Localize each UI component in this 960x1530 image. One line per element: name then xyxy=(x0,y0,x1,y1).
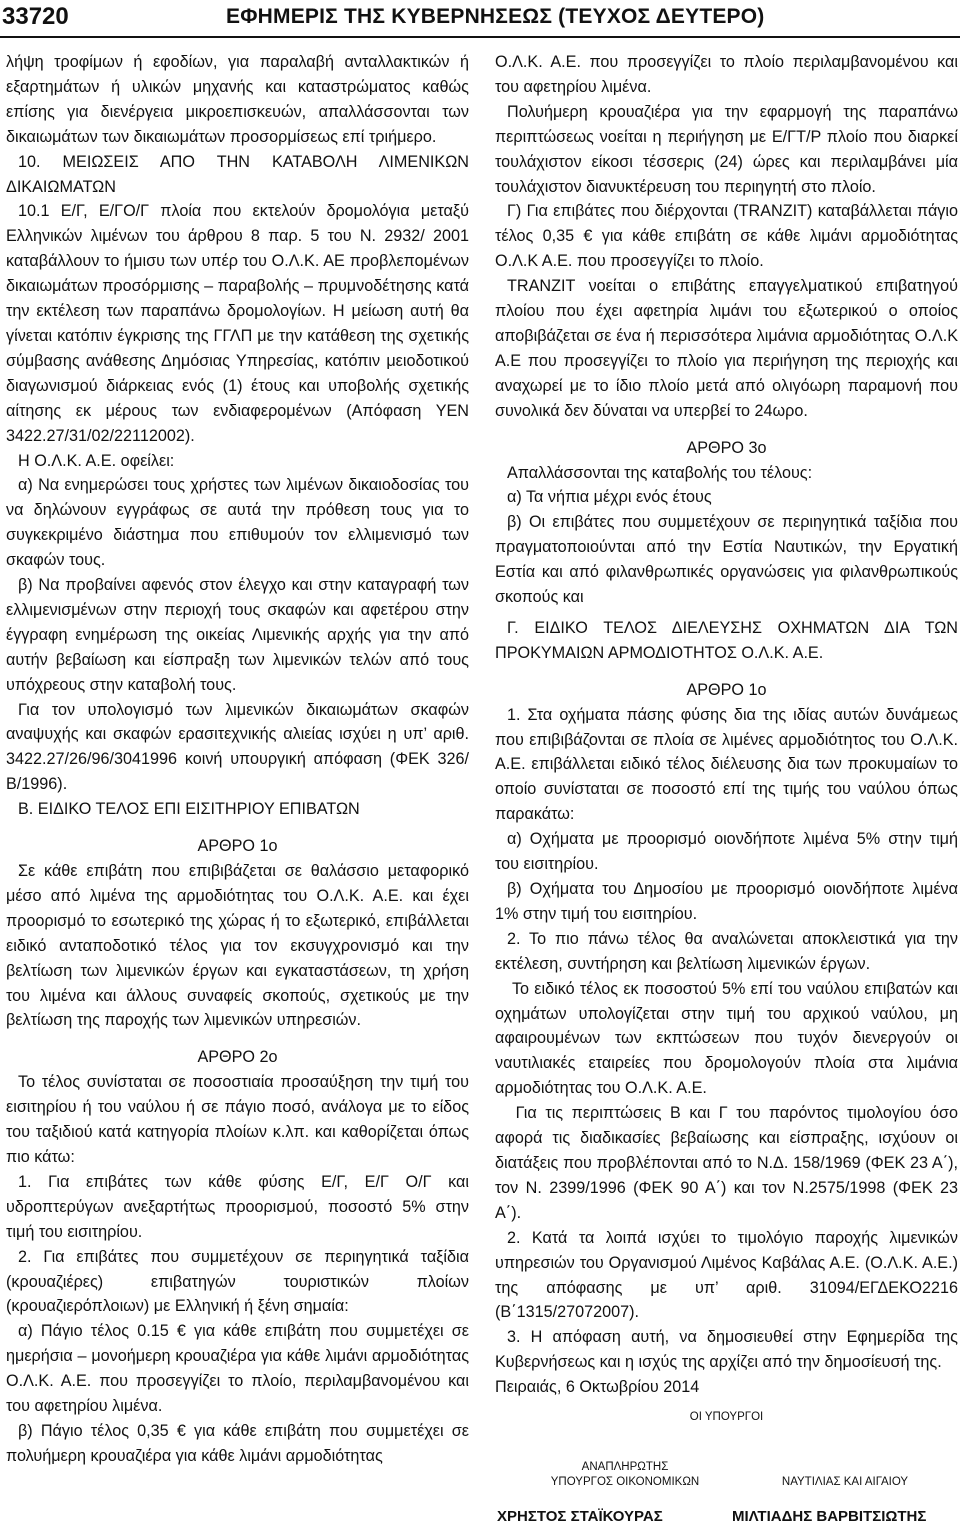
right-column-body xyxy=(495,50,958,1375)
right-column xyxy=(495,50,958,1530)
article-heading: ΑΡΘΡΟ 2ο xyxy=(197,1048,278,1067)
paragraph: 1. Για επιβάτες των κάθε φύσης Ε/Γ, Ε/Γ Ο/Γ και υδροπτερύγων ανεξαρτήτως προορισμού, ποσοστό 5% στην τιμή του εισιτηρίου. xyxy=(6,1172,469,1241)
page-header xyxy=(0,0,960,34)
paragraph: α) Πάγιο τέλος 0.15 € για κάθε επιβάτη που συμμετέχει σε ημερήσια – μονοήμερη κρουαζιέρα για κάθε λιμάνι αρμοδιότητας Ο.Λ.Κ. Α.Ε. που προσεγγίζει το πλοίο, περιλαμβανομένου και του αφετηρίου λιμένα. xyxy=(6,1322,469,1416)
paragraph: Το τέλος συνίσταται σε ποσοστιαία προσαύξηση την τιμή του εισιτηρίου ή του ναύλου ή σε πάγιο ποσό, ανάλογα με το είδος του ταξιδιού κατά κατηγορία πλοίων κ.λπ. και καθορίζεται όπως πιο κάτω: xyxy=(6,1073,469,1166)
signatory-right-name: ΜΙΛΤΙΑΔΗΣ ΒΑΡΒΙΤΣΙΩΤΗΣ xyxy=(732,1508,927,1526)
signatory-left-name: ΧΡΗΣΤΟΣ ΣΤΑΪΚΟΥΡΑΣ xyxy=(497,1508,663,1526)
paragraph: 3. Η απόφαση αυτή, να δημοσιευθεί στην Εφημερίδα της Κυβερνήσεως και η ισχύς της αρχίζει από την δημοσίευσή της. xyxy=(495,1328,958,1372)
place-date: Πειραιάς, 6 Οκτωβρίου 2014 xyxy=(495,1378,700,1397)
paragraph: 1. Στα οχήματα πάσης φύσης δια της ιδίας αυτών δυνάμεως που επιβιβάζονται σε πλοία σε λιμένες αρμοδιότητος του Ο.Λ.Κ. Α.Ε. επιβάλλεται ειδικό τέλος διέλευσης δια των προκυμαίων το οποίο συνίσταται σε ποσοστό επί της τιμής του ναύλου όπως παρακάτω: xyxy=(495,705,958,824)
role-line: ΑΝΑΠΛΗΡΩΤΗΣ xyxy=(581,1461,669,1474)
paragraph: 2. Κατά τα λοιπά ισχύει το τιμολόγιο παροχής λιμενικών υπηρεσιών του Οργανισμού Λιμένος Καβάλας Α.Ε. (Ο.Λ.Κ. Α.Ε.) της απόφασης με υπ’ αριθ. 31094/ΕΓΔΕΚΟ2216 (Β΄1315/27072007). xyxy=(495,1228,958,1322)
paragraph: 10.1 Ε/Γ, Ε/ΓΟ/Γ πλοία που εκτελούν δρομολόγια μεταξύ Ελληνικών λιμένων του άρθρου 8 παρ. 5 του Ν. 2932/ 2001 καταβάλλουν το ήμισυ των υπέρ του Ο.Λ.Κ. ΑΕ προβλεπομένων δικαιωμάτων προσόρμισης – παραβολής – πρυμνοδέτησης κατά την εκτέλεση των παραπάνω δρομολογίων. Η μείωση αυτή θα γίνεται κατόπιν έγκρισης της ΓΓΛΠ με την κατάθεση της σχετικής σύμβασης ανάθεσης Δημόσιας Υπηρεσίας, κατόπιν μειοδοτικού διαγωνισμού διάρκειας ενός (1) έτους και υποβολής σχετικής αίτησης εκ μέρους των ενδιαφερομένων (Απόφαση ΥΕΝ 3422.27/31/02/22112002). xyxy=(6,202,469,445)
article-heading: ΑΡΘΡΟ 1ο xyxy=(197,837,278,856)
article-heading: ΑΡΘΡΟ 3ο xyxy=(686,438,767,457)
paragraph: λήψη τροφίμων ή εφοδίων, για παραλαβή ανταλλακτικών ή εξαρτημάτων ή υλικών μηχανής και καταστρώματος καθώς επίσης για διενέργεια μικροεπισκευών, απαλλάσσονται των δικαιωμάτων των δικαιωμάτων προσορμίσεως επί τριήμερο. xyxy=(6,53,469,146)
paragraph: β) Οι επιβάτες που συμμετέχουν σε περιηγητικά ταξίδια που πραγματοποιούνται από την Εστία Ναυτικών, την Εργατική Εστία και από φιλανθρωπικές οργανώσεις για φιλανθρωπικούς σκοπούς και xyxy=(495,513,958,607)
paragraph: 2. Το πιο πάνω τέλος θα αναλώνεται αποκλειστικά για την εκτέλεση, συντήρηση και βελτίωση λιμενικών έργων. xyxy=(495,929,958,973)
article-heading: ΑΡΘΡΟ 1ο xyxy=(686,680,767,699)
paragraph: α) Να ενημερώσει τους χρήστες των λιμένων δικαιοδοσίας του να δηλώνουν εγγράφως σε αυτά την πρόθεση τους για το συγκεκριμένο διάστημα που επιθυμούν τον ελλιμενισμό των σκαφών τους. xyxy=(6,476,469,570)
page-number: 33720 xyxy=(2,3,69,30)
paragraph: Ο.Λ.Κ. Α.Ε. που προσεγγίζει το πλοίο περιλαμβανομένου και του αφετηρίου λιμένα. xyxy=(495,53,958,96)
signatory-right-role: ΝΑΥΤΙΛΙΑΣ ΚΑΙ ΑΙΓΑΙΟΥ xyxy=(781,1476,909,1489)
paragraph: Γ. ΕΙΔΙΚΟ ΤΕΛΟΣ ΔΙΕΛΕΥΣΗΣ ΟΧΗΜΑΤΩΝ ΔΙΑ ΤΩΝ ΠΡΟΚΥΜΑΙΩΝ ΑΡΜΟΔΙΟΤΗΤΟΣ Ο.Λ.Κ. Α.Ε. xyxy=(495,618,958,662)
paragraph: β) Οχήματα του Δημοσίου με προορισμό οιονδήποτε λιμένα 1% στην τιμή του εισιτηρίου. xyxy=(495,880,958,923)
paragraph: 2. Για επιβάτες που συμμετέχουν σε περιηγητικά ταξίδια (κρουαζιέρες) επιβατηγών τουριστικών πλοίων (κρουαζιερόπλοιων) με Ελληνική ή ξένη σημαία: xyxy=(6,1247,469,1316)
gazette-title: ΕΦΗΜΕΡΙΣ ΤΗΣ ΚΥΒΕΡΝΗΣΕΩΣ (ΤΕΥΧΟΣ ΔΕΥΤΕΡΟ) xyxy=(226,5,765,28)
paragraph: Για τις περιπτώσεις Β και Γ του παρόντος τιμολογίου όσο αφορά τις διαδικασίες βεβαίωσης και είσπραξης, ισχύουν οι διατάξεις που προβλέπονται από το Ν.Δ. 158/1969 (ΦΕΚ 23 Α΄), τον Ν. 2399/1996 (ΦΕΚ 90 Α΄) και τον Ν.2575/1998 (ΦΕΚ 23 Α΄). xyxy=(495,1104,958,1222)
paragraph: Για τον υπολογισμό των λιμενικών δικαιωμάτων σκαφών αναψυχής και σκαφών ερασιτεχνικής αλιείας ισχύει η υπ’ αριθ. 3422.27/26/96/3041996 κοινή υπουργική απόφαση (ΦΕΚ 326/Β/1996). xyxy=(6,700,469,794)
paragraph: Β. ΕΙΔΙΚΟ ΤΕΛΟΣ ΕΠΙ ΕΙΣΙΤΗΡΙΟΥ ΕΠΙΒΑΤΩΝ xyxy=(18,800,360,819)
paragraph: α) Τα νήπια μέχρι ενός έτους xyxy=(507,488,712,507)
paragraph: Η Ο.Λ.Κ. Α.Ε. οφείλει: xyxy=(18,451,175,470)
paragraph: Το ειδικό τέλος εκ ποσοστού 5% επί του ναύλου επιβατών και οχημάτων υπολογίζεται στην τιμή του αρχικού ναύλου, μη αφαιρουμένων των εκπτώσεων που τυχόν διενεργούν οι ναυτιλιακές εταιρείες που δρομολογούν πλοία στα λιμάνια αρμοδιότητας του Ο.Λ.Κ. Α.Ε. xyxy=(495,979,958,1098)
paragraph: TRANZIT νοείται ο επιβάτης επαγγελματικού επιβατηγού πλοίου που έχει αφετηρία λιμάνι του εξωτερικού ο οποίος αποβιβάζεται σε ένα ή περισσότερα λιμάνια αρμοδιότητας Ο.Λ.Κ Α.Ε που προσεγγίζει το πλοίο για περιήγηση της περιοχής και αναχωρεί με το ίδιο πλοίο μετά από ολιγόωρη παραμονή που συνολικά δεν δύναται να υπερβεί το 24ωρο. xyxy=(495,277,958,420)
left-column xyxy=(6,50,469,1469)
paragraph: α) Οχήματα με προορισμό οιονδήποτε λιμένα 5% στην τιμή του εισιτηρίου. xyxy=(495,830,958,874)
header-rule xyxy=(0,36,960,38)
role-line: ΥΠΟΥΡΓΟΣ ΟΙΚΟΝΟΜΙΚΩΝ xyxy=(550,1476,700,1489)
paragraph: Σε κάθε επιβάτη που επιβιβάζεται σε θαλάσσιο μεταφορικό μέσο από λιμένα της αρμοδιότητας του Ο.Λ.Κ. Α.Ε. και έχει προορισμό το εσωτερικό της χώρας ή το εξωτερικό, επιβάλλεται ειδικό ανταποδοτικό τέλος για τον εκσυγχρονισμό και την βελτίωση των λιμενικών έργων και εγκαταστάσεων, τη χρήση του λιμένα και άλλους συναφείς σκοπούς, σχετικούς με την βελτίωση της παροχής των λιμενικών υπηρεσιών. xyxy=(6,862,469,1030)
signatory-left-role xyxy=(525,1460,725,1490)
paragraph: Πολυήμερη κρουαζιέρα για την εφαρμογή της παραπάνω περιπτώσεως νοείται η περιήγηση με Ε/ΓΤ/Ρ πλοίο που διαρκεί τουλάχιστον είκοσι τέσσερις (24) ώρες και περιλαμβάνει μία τουλάχιστον διανυκτέρευση του περιηγητή στο πλοίο. xyxy=(495,102,958,196)
paragraph: 10. ΜΕΙΩΣΕΙΣ ΑΠΟ ΤΗΝ ΚΑΤΑΒΟΛΗ ΛΙΜΕΝΙΚΩΝ ΔΙΚΑΙΩΜΑΤΩΝ xyxy=(6,152,469,196)
ministers-label: ΟΙ ΥΠΟΥΡΓΟΙ xyxy=(689,1411,764,1424)
signature-block xyxy=(495,1410,958,1530)
paragraph: Απαλλάσσονται της καταβολής του τέλους: xyxy=(507,463,813,482)
paragraph: β) Πάγιο τέλος 0,35 € για κάθε επιβάτη που συμμετέχει σε πολυήμερη κρουαζιέρα για κάθε λιμάνι αρμοδιότητας xyxy=(6,1421,469,1465)
paragraph: Γ) Για επιβάτες που διέρχονται (TRANZIT) καταβάλλεται πάγιο τέλος 0,35 € για κάθε επιβάτη σε κάθε λιμάνι αρμοδιότητας Ο.Λ.Κ Α.Ε. που προσεγγίζει το πλοίο. xyxy=(495,202,958,271)
paragraph: β) Να προβαίνει αφενός στον έλεγχο και στην καταγραφή των ελλιμενισμένων στην περιοχή τους σκαφών και αφετέρου στην έγγραφη ενημέρωση της οικείας Λιμενικής αρχής για την από αυτήν βεβαίωση και είσπραξη των λιμενικών τελών από τους υπόχρεους στην καταβολή τους. xyxy=(6,576,469,694)
